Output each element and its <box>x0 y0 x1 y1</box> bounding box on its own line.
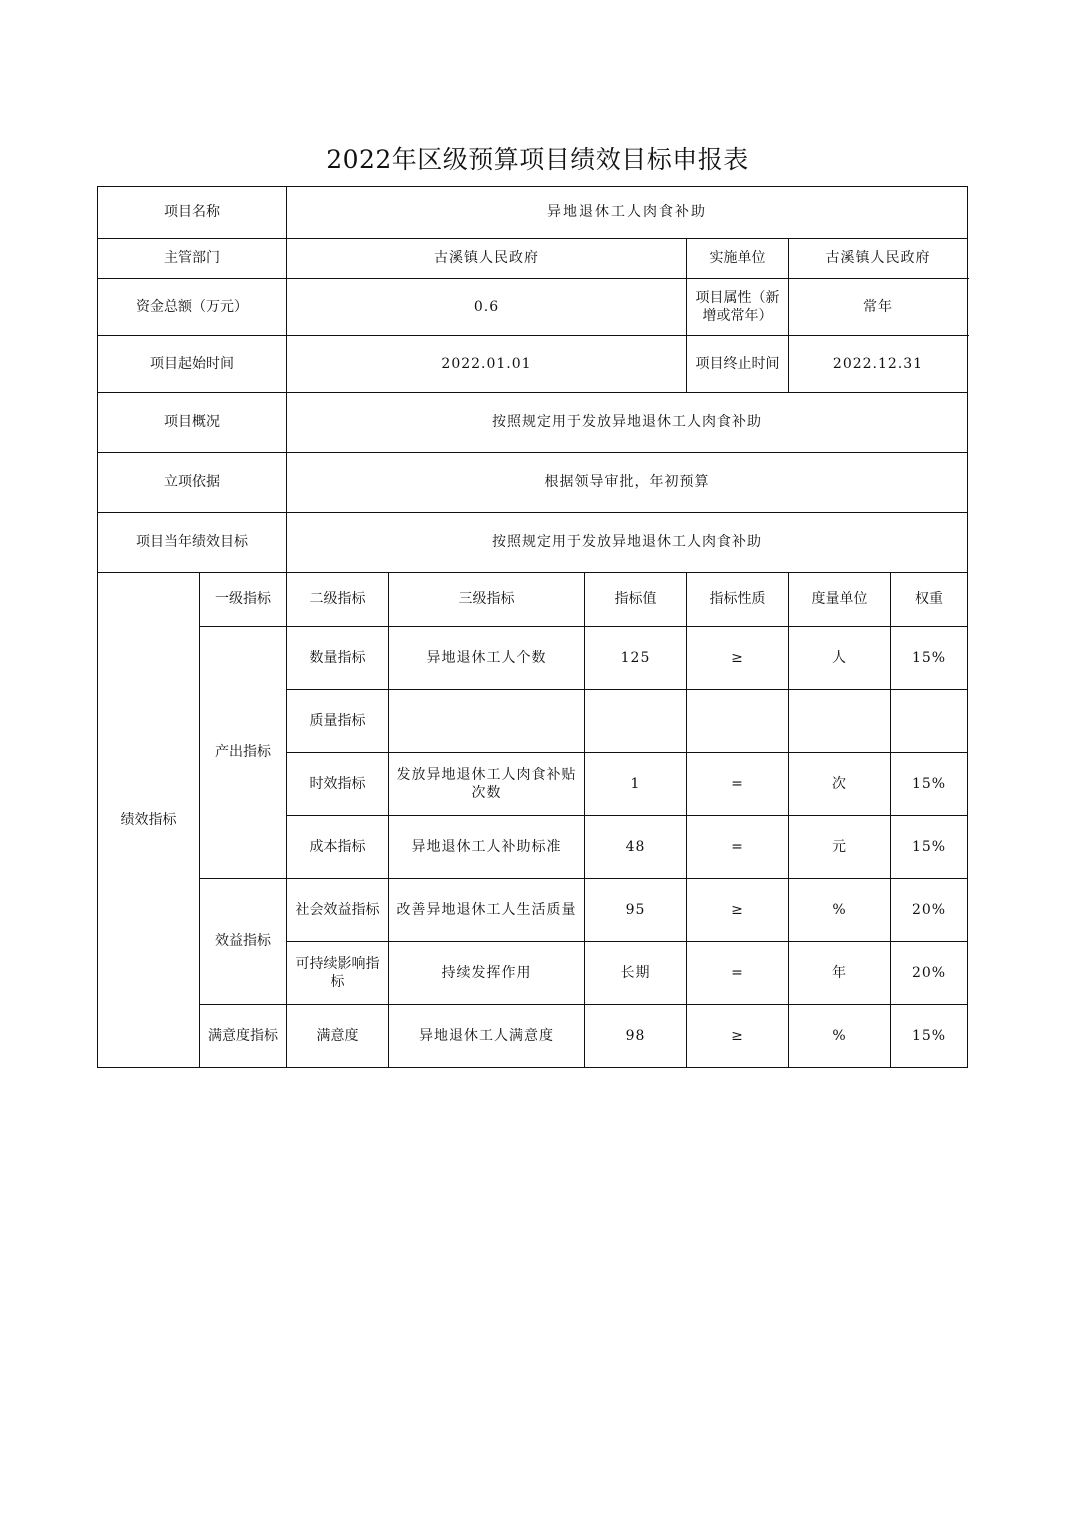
row-value: 48 <box>585 816 687 879</box>
header-nature: 指标性质 <box>687 573 789 627</box>
row-level3: 异地退休工人补助标准 <box>389 816 585 879</box>
row-level3 <box>389 690 585 753</box>
row-unit: 年 <box>789 942 891 1005</box>
row-nature: ≥ <box>687 879 789 942</box>
row-overview <box>98 393 968 453</box>
group-benefit: 效益指标 <box>200 879 287 1005</box>
row-weight: 15% <box>891 816 968 879</box>
project-name-label: 项目名称 <box>98 187 287 239</box>
row-fund <box>98 279 968 336</box>
row-nature: ≥ <box>687 627 789 690</box>
row-level2: 数量指标 <box>287 627 389 690</box>
header-value: 指标值 <box>585 573 687 627</box>
row-value: 长期 <box>585 942 687 1005</box>
goal-label: 项目当年绩效目标 <box>98 513 287 573</box>
row-weight: 20% <box>891 942 968 1005</box>
row-unit <box>789 690 891 753</box>
performance-table <box>97 186 968 1068</box>
row-weight: 15% <box>891 627 968 690</box>
row-weight: 20% <box>891 879 968 942</box>
table-row <box>98 879 968 942</box>
group-satisfaction: 满意度指标 <box>200 1005 287 1068</box>
header-level1: 一级指标 <box>200 573 287 627</box>
row-unit: 元 <box>789 816 891 879</box>
dept-value: 古溪镇人民政府 <box>287 239 687 279</box>
row-value <box>585 690 687 753</box>
row-value: 125 <box>585 627 687 690</box>
row-level2: 时效指标 <box>287 753 389 816</box>
row-nature <box>687 690 789 753</box>
header-level2: 二级指标 <box>287 573 389 627</box>
row-nature: ≥ <box>687 1005 789 1068</box>
row-weight: 15% <box>891 753 968 816</box>
row-level2: 社会效益指标 <box>287 879 389 942</box>
fund-label: 资金总额（万元） <box>98 279 287 336</box>
impl-label: 实施单位 <box>687 239 789 279</box>
basis-value: 根据领导审批，年初预算 <box>287 453 968 513</box>
row-weight <box>891 690 968 753</box>
row-basis <box>98 453 968 513</box>
table-row <box>98 1005 968 1068</box>
row-level2: 满意度 <box>287 1005 389 1068</box>
goal-value: 按照规定用于发放异地退休工人肉食补助 <box>287 513 968 573</box>
row-nature: = <box>687 942 789 1005</box>
row-level2: 质量指标 <box>287 690 389 753</box>
basis-label: 立项依据 <box>98 453 287 513</box>
row-nature: = <box>687 816 789 879</box>
row-project-name <box>98 187 968 239</box>
row-unit: 人 <box>789 627 891 690</box>
row-unit: % <box>789 879 891 942</box>
fund-value: 0.6 <box>287 279 687 336</box>
dept-label: 主管部门 <box>98 239 287 279</box>
row-headers <box>98 573 968 627</box>
header-weight: 权重 <box>891 573 968 627</box>
attr-label: 项目属性（新增或常年） <box>687 279 789 336</box>
header-level3: 三级指标 <box>389 573 585 627</box>
row-value: 1 <box>585 753 687 816</box>
impl-value: 古溪镇人民政府 <box>789 239 968 279</box>
row-level2: 可持续影响指标 <box>287 942 389 1005</box>
group-output: 产出指标 <box>200 627 287 879</box>
row-dates <box>98 336 968 393</box>
row-value: 98 <box>585 1005 687 1068</box>
row-level3: 发放异地退休工人肉食补贴次数 <box>389 753 585 816</box>
row-dept <box>98 239 968 279</box>
start-label: 项目起始时间 <box>98 336 287 393</box>
row-level3: 异地退休工人个数 <box>389 627 585 690</box>
row-level3: 持续发挥作用 <box>389 942 585 1005</box>
row-nature: = <box>687 753 789 816</box>
perf-label: 绩效指标 <box>98 573 200 1068</box>
row-unit: 次 <box>789 753 891 816</box>
project-name-value: 异地退休工人肉食补助 <box>287 187 968 239</box>
row-value: 95 <box>585 879 687 942</box>
attr-value: 常年 <box>789 279 968 336</box>
overview-value: 按照规定用于发放异地退休工人肉食补助 <box>287 393 968 453</box>
row-goal <box>98 513 968 573</box>
row-level3: 异地退休工人满意度 <box>389 1005 585 1068</box>
header-unit: 度量单位 <box>789 573 891 627</box>
row-level3: 改善异地退休工人生活质量 <box>389 879 585 942</box>
start-value: 2022.01.01 <box>287 336 687 393</box>
row-unit: % <box>789 1005 891 1068</box>
overview-label: 项目概况 <box>98 393 287 453</box>
table-row <box>98 627 968 690</box>
row-level2: 成本指标 <box>287 816 389 879</box>
end-value: 2022.12.31 <box>789 336 968 393</box>
page-title: 2022年区级预算项目绩效目标申报表 <box>326 145 749 174</box>
end-label: 项目终止时间 <box>687 336 789 393</box>
row-weight: 15% <box>891 1005 968 1068</box>
